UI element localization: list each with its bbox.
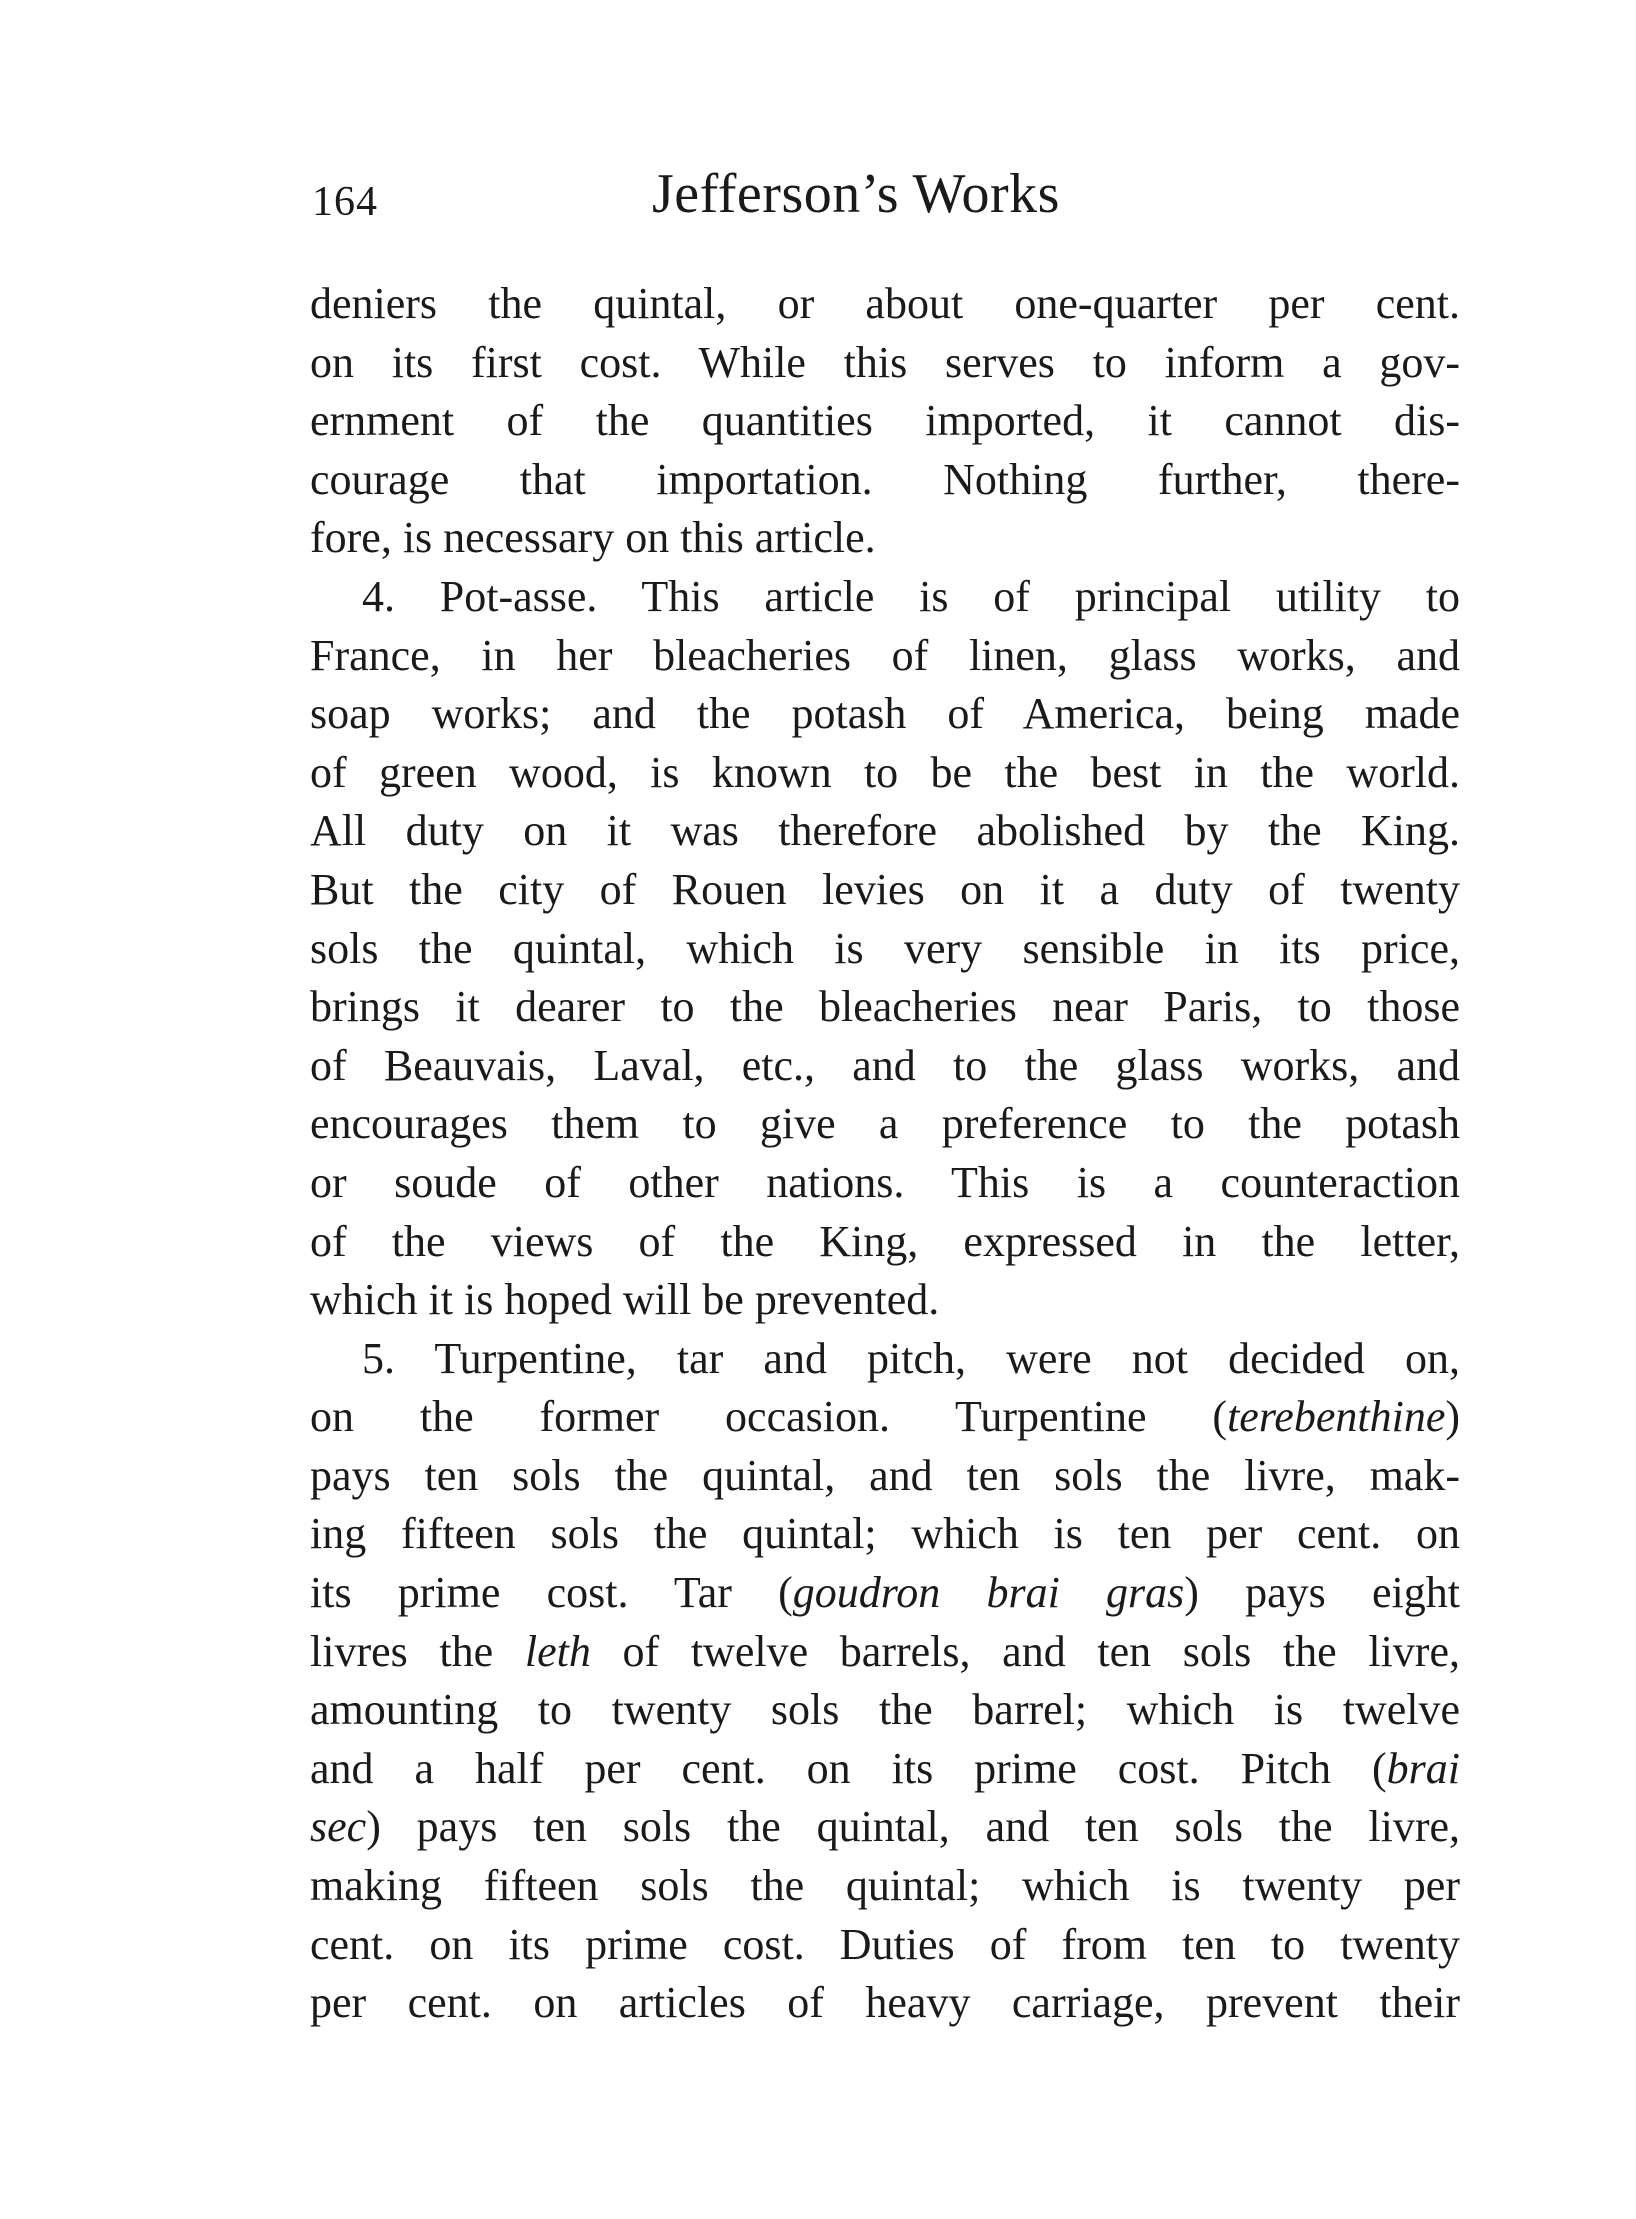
- page-number: 164: [312, 179, 378, 225]
- text-line: its prime cost. Tar (goudron brai gras) pays eight: [310, 1568, 1460, 1618]
- text-line: brings it dearer to the bleacheries near Paris, to those: [310, 982, 1460, 1032]
- text-line: of green wood, is known to be the best in the world.: [310, 747, 1460, 797]
- text-line: soap works; and the potash of America, being made: [310, 689, 1460, 739]
- running-title: Jefferson’s Works: [652, 163, 1060, 225]
- text-line: of Beauvais, Laval, etc., and to the glass works, and: [310, 1040, 1460, 1090]
- page-header: [310, 162, 1460, 242]
- text-line: on its first cost. While this serves to inform a gov-: [310, 337, 1460, 387]
- text-line: amounting to twenty sols the barrel; which is twelve: [310, 1685, 1460, 1735]
- text-line: All duty on it was therefore abolished by the King.: [310, 806, 1460, 856]
- text-line: fore, is necessary on this article.: [310, 513, 876, 563]
- text-line: per cent. on articles of heavy carriage, prevent their: [310, 1978, 1460, 2028]
- text-line: 5. Turpentine, tar and pitch, were not decided on,: [362, 1333, 1460, 1383]
- text-line: France, in her bleacheries of linen, glass works, and: [310, 630, 1460, 680]
- text-line: which it is hoped will be prevented.: [310, 1275, 940, 1325]
- text-line: sec) pays ten sols the quintal, and ten sols the livre,: [310, 1802, 1460, 1852]
- text-line: making fifteen sols the quintal; which is twenty per: [310, 1861, 1460, 1911]
- text-line: ernment of the quantities imported, it cannot dis-: [310, 396, 1460, 446]
- text-line: and a half per cent. on its prime cost. Pitch (brai: [310, 1743, 1460, 1793]
- text-line: ing fifteen sols the quintal; which is ten per cent. on: [310, 1509, 1460, 1559]
- text-line: encourages them to give a preference to the potash: [310, 1099, 1460, 1149]
- text-line: pays ten sols the quintal, and ten sols the livre, mak-: [310, 1450, 1460, 1500]
- text-line: livres the leth of twelve barrels, and ten sols the livre,: [310, 1626, 1460, 1676]
- text-line: of the views of the King, expressed in the letter,: [310, 1216, 1460, 1266]
- text-line: sols the quintal, which is very sensible in its price,: [310, 923, 1460, 973]
- text-line: courage that importation. Nothing further, there-: [310, 454, 1460, 504]
- text-line: cent. on its prime cost. Duties of from ten to twenty: [310, 1919, 1460, 1969]
- text-line: or soude of other nations. This is a counteraction: [310, 1157, 1460, 1207]
- text-line: on the former occasion. Turpentine (terebenthine): [310, 1392, 1460, 1442]
- text-line: But the city of Rouen levies on it a duty of twenty: [310, 864, 1460, 914]
- body-text: [310, 275, 1460, 2033]
- text-line: 4. Pot-asse. This article is of principal utility to: [362, 571, 1460, 621]
- text-line: deniers the quintal, or about one-quarter per cent.: [310, 279, 1460, 328]
